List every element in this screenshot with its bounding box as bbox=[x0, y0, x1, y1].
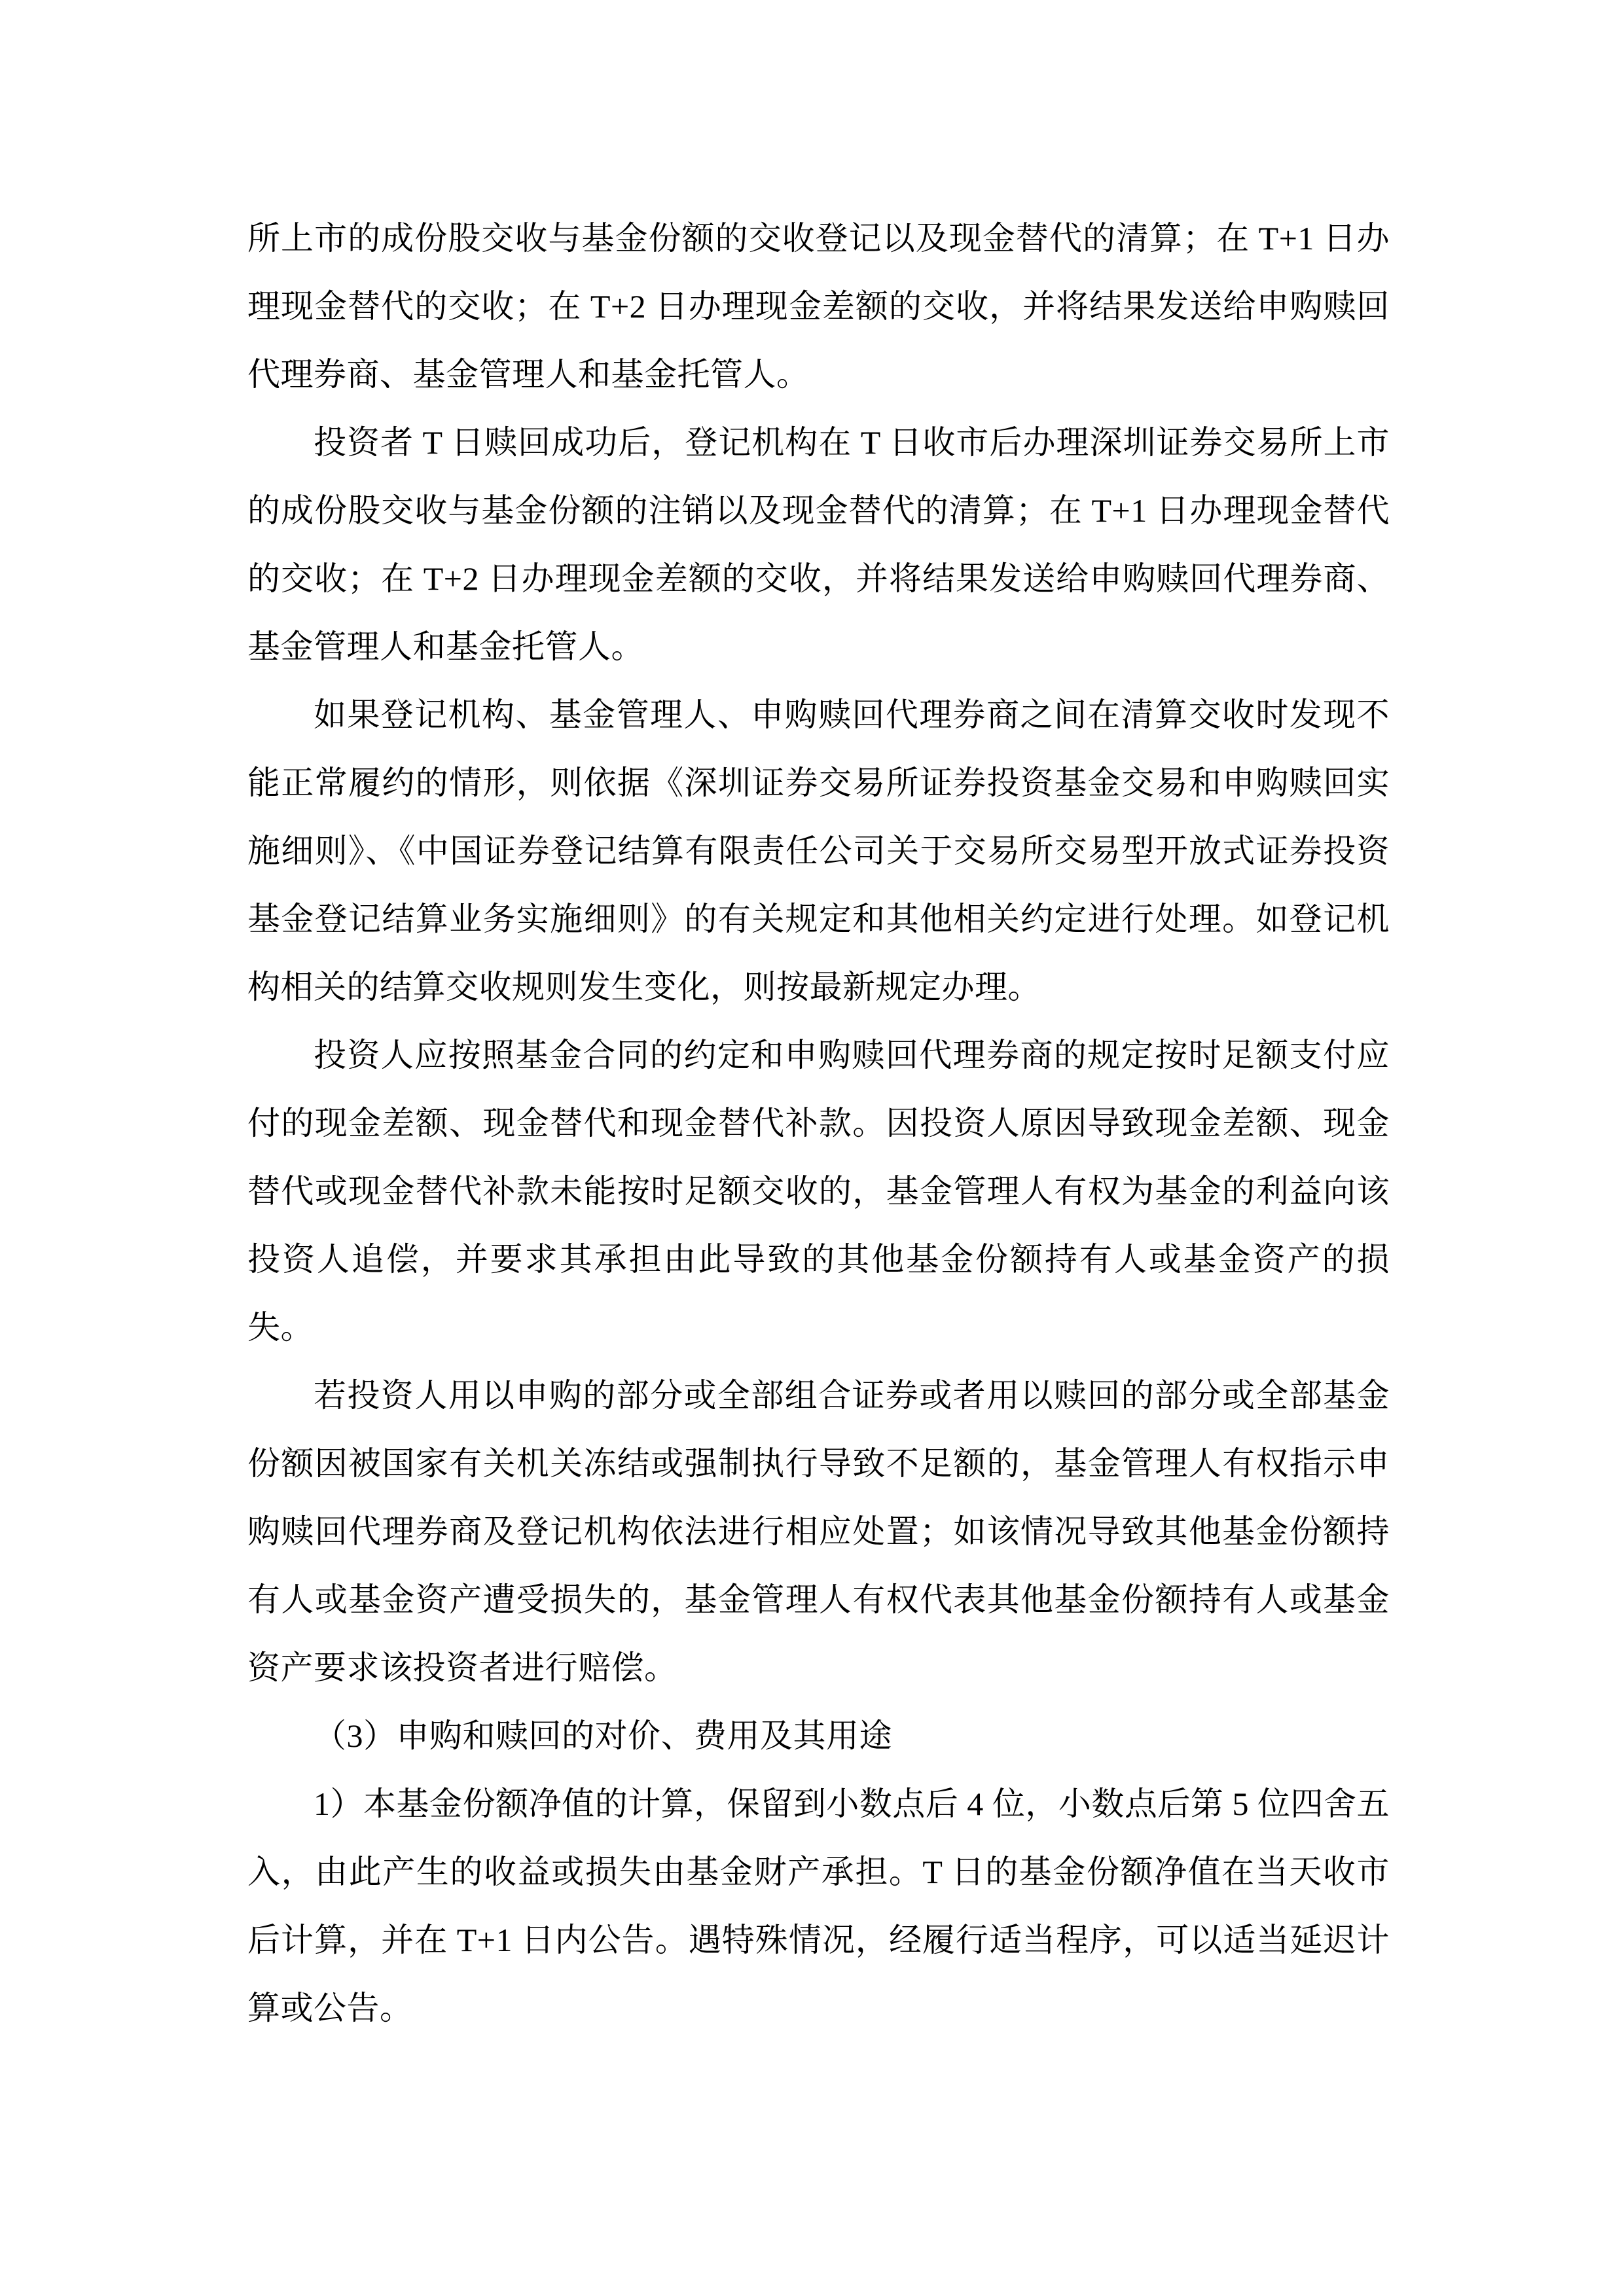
section-heading-consideration-fees: （3）申购和赎回的对价、费用及其用途 bbox=[314, 1717, 892, 1754]
paragraph-nav-calculation: 1）本基金份额净值的计算，保留到小数点后 4 位，小数点后第 5 位四舍五入，由此产生的收益或损失由基金财产承担。T 日的基金份额净值在当天收市后计算，并在 T+1 日内公告。遇特殊情况，经履行适当程序，可以适当延迟计算或公告。 bbox=[247, 1785, 1390, 2026]
paragraph-settlement-redemption: 投资者 T 日赎回成功后，登记机构在 T 日收市后办理深圳证券交易所上市的成份股交收与基金份额的注销以及现金替代的清算；在 T+1 日办理现金替代的交收；在 T+2 日办理现金差额的交收，并将结果发送给申购赎回代理券商、基金管理人和基金托管人。 bbox=[247, 424, 1390, 665]
page-text-block bbox=[247, 204, 1390, 2042]
paragraph-investor-payment-obligation: 投资人应按照基金合同的约定和申购赎回代理券商的规定按时足额支付应付的现金差额、现金替代和现金替代补款。因投资人原因导致现金差额、现金替代或现金替代补款未能按时足额交收的，基金管理人有权为基金的利益向该投资人追偿，并要求其承担由此导致的其他基金份额持有人或基金资产的损失。 bbox=[247, 1037, 1390, 1346]
paragraph-settlement-subscription: 所上市的成份股交收与基金份额的交收登记以及现金替代的清算；在 T+1 日办理现金替代的交收；在 T+2 日办理现金差额的交收，并将结果发送给申购赎回代理券商、基金管理人和基金托管人。 bbox=[247, 220, 1390, 393]
paragraph-default-handling-rules: 如果登记机构、基金管理人、申购赎回代理券商之间在清算交收时发现不能正常履约的情形，则依据《深圳证券交易所证券投资基金交易和申购赎回实施细则》、《中国证券登记结算有限责任公司关于交易所交易型开放式证券投资基金登记结算业务实施细则》的有关规定和其他相关约定进行处理。如登记机构相关的结算交收规则发生变化，则按最新规定办理。 bbox=[247, 696, 1390, 1005]
paragraph-frozen-assets-handling: 若投资人用以申购的部分或全部组合证券或者用以赎回的部分或全部基金份额因被国家有关机关冻结或强制执行导致不足额的，基金管理人有权指示申购赎回代理券商及登记机构依法进行相应处置；如该情况导致其他基金份额持有人或基金资产遭受损失的，基金管理人有权代表其他基金份额持有人或基金资产要求该投资者进行赔偿。 bbox=[247, 1377, 1390, 1686]
